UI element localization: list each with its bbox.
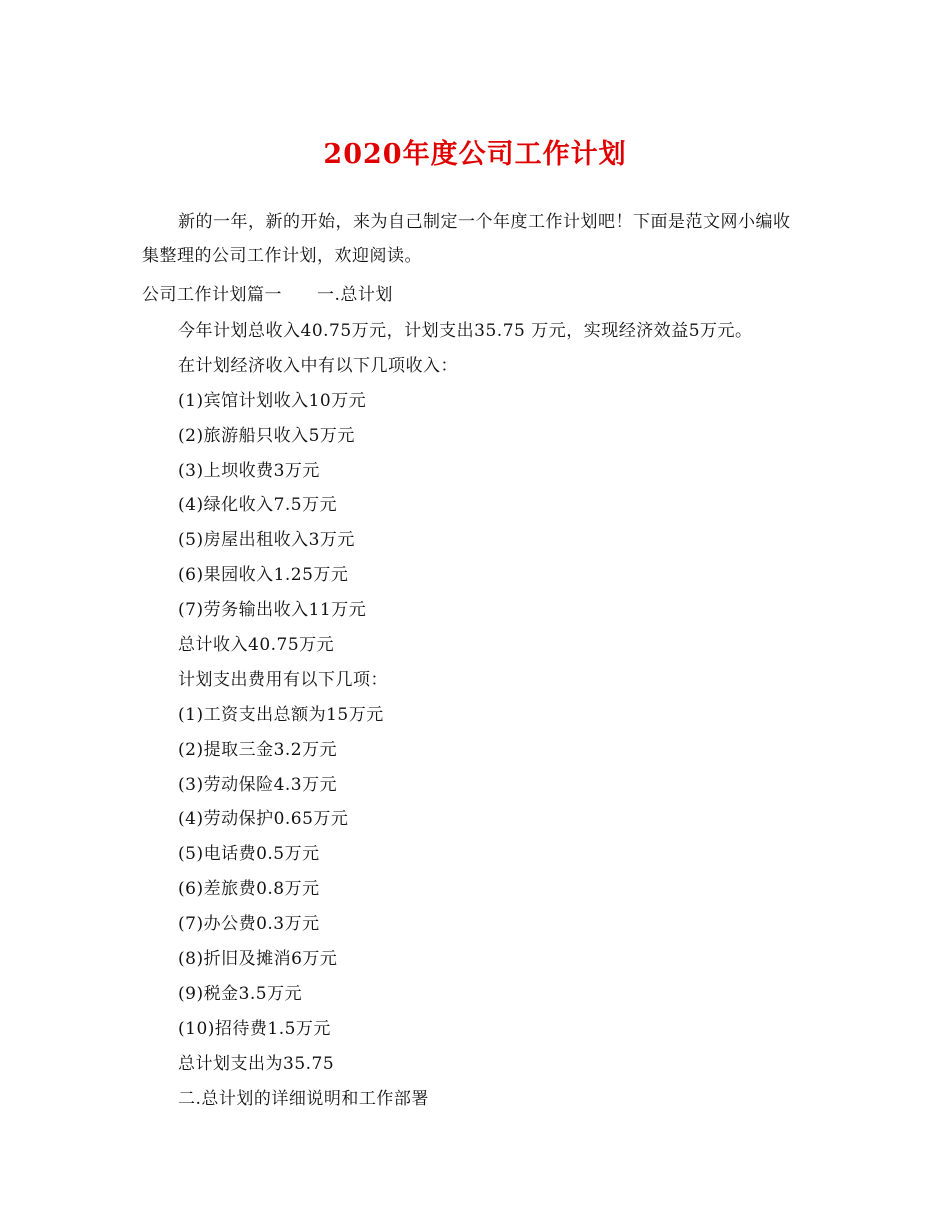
plan-line: (3)劳动保险4.3万元 [178, 774, 338, 795]
plan-line: (3)上坝收费3万元 [178, 460, 320, 481]
plan-line: (4)劳动保护0.65万元 [178, 809, 349, 830]
plan-line: 总计划支出为35.75 [178, 1053, 335, 1074]
plan-line: (7)办公费0.3万元 [178, 914, 320, 935]
plan-line: (10)招待费1.5万元 [178, 1018, 331, 1039]
plan-line: 今年计划总收入40.75万元，计划支出35.75 万元，实现经济效益5万元。 [178, 321, 753, 341]
plan-line: (6)差旅费0.8万元 [178, 879, 320, 900]
plan-line: (5)房屋出租收入3万元 [178, 530, 355, 551]
plan-line: (8)折旧及摊消6万元 [178, 949, 338, 970]
intro-paragraph: 新的一年，新的开始，来为自己制定一个年度工作计划吧！下面是范文网小编收集整理的公司工作计划，欢迎阅读。 [142, 212, 791, 266]
plan-line: 计划支出费用有以下几项： [178, 669, 388, 690]
plan-line: (2)提取三金3.2万元 [178, 739, 338, 760]
plan-line: (1)宾馆计划收入10万元 [178, 390, 367, 411]
plan-line: 总计收入40.75万元 [178, 635, 335, 656]
plan-line: (9)税金3.5万元 [178, 983, 303, 1004]
plan-line: (6)果园收入1.25万元 [178, 565, 349, 586]
section-heading: 公司工作计划篇一 一.总计划 [142, 285, 393, 305]
plan-line: (7)劳务输出收入11万元 [178, 600, 367, 621]
plan-lines [178, 314, 818, 1116]
document-title: 2020年度公司工作计划 [323, 139, 627, 170]
plan-line: (1)工资支出总额为15万元 [178, 704, 384, 725]
plan-line: (4)绿化收入7.5万元 [178, 495, 338, 516]
plan-line: (5)电话费0.5万元 [178, 844, 320, 865]
plan-line: 二.总计划的详细说明和工作部署 [178, 1088, 429, 1109]
plan-line: 在计划经济收入中有以下几项收入： [178, 355, 458, 376]
plan-line: (2)旅游船只收入5万元 [178, 425, 355, 446]
